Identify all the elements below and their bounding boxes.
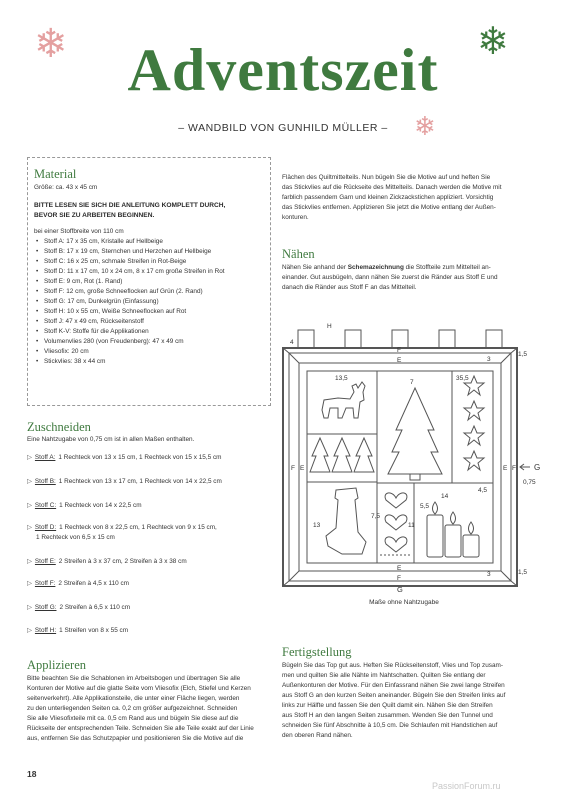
- warning-line-2: BEVOR SIE ZU ARBEITEN BEGINNEN.: [34, 211, 155, 219]
- snowflake-pink-left-icon: ❄: [34, 22, 68, 66]
- big-tree: [388, 388, 442, 474]
- zuschneiden-heading: Zuschneiden: [27, 420, 91, 434]
- material-intro: bei einer Stoffbreite von 110 cm: [34, 227, 124, 235]
- arrow-icon: ▷: [27, 604, 32, 611]
- dim-15-bottom: 1,5: [518, 569, 528, 576]
- dim-3-bottom: 3: [487, 571, 491, 578]
- cut-row-b: ▷ Stoff B: 1 Rechteck von 13 x 17 cm, 1 Rechteck von 14 x 22,5 cm: [27, 478, 222, 485]
- subtitle: – WANDBILD VON GUNHILD MÜLLER –: [178, 122, 388, 134]
- material-list: [36, 237, 266, 367]
- dim-135: 13,5: [335, 375, 348, 382]
- border-g: [283, 348, 517, 586]
- list-item: • Volumenvlies 280 (von Freudenberg): 47 x 49 cm: [36, 337, 266, 347]
- list-item: • Stoff E: 9 cm, Rot (1. Rand): [36, 277, 266, 287]
- label-h: H: [327, 323, 332, 330]
- applizieren-heading: Applizieren: [27, 658, 87, 672]
- applizieren-text: Bitte beachten Sie die Schablonen im Arbeitsbogen und übertragen Sie alle Konturen der Motive auf die glatte Seite vom Vliesofix (Elch, Stiefel und Kerzen seitenverkehrt). Alle Applikationsteile, die unter einer Fläche liegen, werden zu den unterliegenden Seiten ca. 0,2 cm größer aufgezeichnet. Schneiden Sie alle Vliesofixteile mit ca. 0,5 cm Rand aus und bügeln Sie diese auf die Rückseite der entsprechenden Teile. Schneiden Sie alle Teile exakt auf der Linie aus, entfernen Sie das Schutzpapier und positionieren Sie die Motive auf die: [27, 674, 254, 742]
- cut-row-g: ▷ Stoff G: 2 Streifen à 6,5 x 110 cm: [27, 604, 131, 611]
- cut-row-d: ▷ Stoff D: 1 Rechteck von 8 x 22,5 cm, 1 Rechteck von 9 x 15 cm, 1 Rechteck von 6,5 x 15 cm: [27, 524, 217, 541]
- dim-14: 14: [441, 493, 449, 500]
- list-item: • Stoff D: 11 x 17 cm, 10 x 24 cm, 8 x 17 cm große Streifen in Rot: [36, 267, 266, 277]
- material-heading: Material: [34, 167, 77, 181]
- hanging-tab: [439, 330, 455, 348]
- label-e-bottom: E: [397, 565, 402, 572]
- cut-row-a: ▷ Stoff A: 1 Rechteck von 13 x 15 cm, 1 Rechteck von 15 x 15,5 cm: [27, 454, 222, 461]
- list-item: • Stickvlies: 38 x 44 cm: [36, 357, 266, 367]
- dim-7-top: 7: [410, 379, 414, 386]
- list-item: • Stoff H: 10 x 55 cm, Weiße Schneeflocken auf Rot: [36, 307, 266, 317]
- zuschneiden-intro: Eine Nahtzugabe von 0,75 cm ist in allen Maßen enthalten.: [27, 435, 195, 443]
- heart: [385, 537, 407, 552]
- list-item: • Stoff C: 16 x 25 cm, schmale Streifen in Rot-Beige: [36, 257, 266, 267]
- dim-55: 5,5: [420, 503, 430, 510]
- hanging-tab: [486, 330, 502, 348]
- list-item: • Stoff B: 17 x 19 cm, Sternchen und Herzchen auf Hellbeige: [36, 247, 266, 257]
- center-panel: [307, 371, 493, 563]
- dim-13: 13: [313, 522, 321, 529]
- continuation-text: Flächen des Quiltmittelteils. Nun bügeln Sie die Motive auf und heften Sie das Stickvlies auf die Rückseite des Mittelteils. Danach werden die Motive mit farblich passendem Garn und kleinen Zickzackstichen appliziert. Vorsichtig das Stickvlies entfernen. Applizieren Sie jetzt die Motive entlang der Außen- konturen.: [282, 174, 502, 221]
- hanging-tab: [298, 330, 314, 348]
- material-section: [34, 168, 266, 367]
- cut-row-h: ▷ Stoff H: 1 Streifen von 8 x 55 cm: [27, 627, 129, 634]
- applizieren-section: [27, 659, 277, 744]
- small-tree: [354, 438, 374, 472]
- dim-3-top: 3: [487, 356, 491, 363]
- list-item: • Stoff F: 12 cm, große Schneeflocken auf Grün (2. Rand): [36, 287, 266, 297]
- arrow-icon: ▷: [27, 580, 32, 587]
- star-column: [464, 376, 484, 470]
- label-g: G: [534, 463, 541, 472]
- warning-line-1: BITTE LESEN SIE SICH DIE ANLEITUNG KOMPLETT DURCH,: [34, 201, 226, 209]
- diagram-caption: Maße ohne Nahtzugabe: [369, 599, 439, 606]
- list-item: • Stoff J: 47 x 49 cm, Rückseitenstoff: [36, 317, 266, 327]
- candle: [445, 525, 461, 557]
- label-g-bottom: G: [397, 585, 403, 594]
- list-item: • Stoff A: 17 x 35 cm, Kristalle auf Hellbeige: [36, 237, 266, 247]
- small-tree: [332, 438, 352, 472]
- hanging-tab: [392, 330, 408, 348]
- naehen-heading: Nähen: [282, 247, 315, 261]
- arrow-icon: ▷: [27, 524, 32, 531]
- list-item: • Stoff K-V: Stoffe für die Applikationen: [36, 327, 266, 337]
- cut-row-c: ▷ Stoff C: 1 Rechteck von 14 x 22,5 cm: [27, 502, 142, 509]
- snowflake-green-right-icon: ❄: [477, 21, 509, 63]
- dim-45: 4,5: [478, 487, 488, 494]
- watermark: PassionForum.ru: [432, 781, 501, 791]
- list-item: • Stoff G: 17 cm, Dunkelgrün (Einfassung): [36, 297, 266, 307]
- page-title: Adventszeit: [127, 37, 439, 103]
- snowflake-pink-small-icon: ❄: [414, 111, 436, 141]
- material-size: Größe: ca. 43 x 45 cm: [34, 183, 98, 191]
- border-f: [289, 353, 511, 581]
- arrow-icon: ▷: [27, 502, 32, 509]
- dim-15-top: 1,5: [518, 351, 528, 358]
- naehen-section: [282, 248, 544, 293]
- cut-row-e: ▷ Stoff E: 2 Streifen à 3 x 37 cm, 2 Streifen à 3 x 38 cm: [27, 558, 187, 565]
- label-e-left: E: [300, 465, 305, 472]
- list-item: • Vliesofix: 20 cm: [36, 347, 266, 357]
- arrow-icon: ▷: [27, 558, 32, 565]
- candle: [463, 535, 479, 557]
- fertigstellung-heading: Fertigstellung: [282, 645, 352, 659]
- label-f-left: F: [291, 465, 295, 472]
- arrow-icon: ▷: [27, 478, 32, 485]
- zuschneiden-section: [27, 421, 277, 445]
- label-e-right: E: [503, 465, 508, 472]
- heart: [385, 493, 407, 508]
- dim-11: 11: [408, 522, 415, 529]
- page-number: 18: [27, 769, 37, 779]
- label-f-bottom: F: [397, 575, 401, 582]
- hanging-tab: [345, 330, 361, 348]
- dim-355: 35,5: [456, 375, 469, 382]
- small-tree: [310, 438, 330, 472]
- label-e-top: E: [397, 357, 402, 364]
- schema-diagram: [280, 322, 548, 612]
- label-f-top: F: [397, 347, 401, 354]
- moose-motif: [322, 382, 365, 418]
- arrow-icon: ▷: [27, 627, 32, 634]
- dim-4: 4: [290, 339, 294, 346]
- fertigstellung-section: [282, 646, 544, 741]
- naehen-text: Nähen Sie anhand der Schemazeichnung die Stoffteile zum Mittelteil an- einander. Gut ausbügeln, dann nähen Sie zuerst die Ränder aus Stoff E und danach die Ränder aus Stoff F an das Mittelteil.: [282, 263, 498, 291]
- cut-row-f: ▷ Stoff F: 2 Streifen à 4,5 x 110 cm: [27, 580, 129, 587]
- heart: [385, 515, 407, 530]
- stocking-motif: [326, 488, 366, 554]
- border-e: [299, 363, 501, 571]
- dim-75: 7,5: [371, 513, 381, 520]
- fertigstellung-text: Bügeln Sie das Top gut aus. Heften Sie Rückseitenstoff, Vlies und Top zusam- men und quilten Sie alle Nähte im Nahtschatten. Quilten Sie entlang der Außenkonturen der Motive. Für den Einfassrand nähen Sie zwei lange Streifen aus Stoff G an den kurzen Seiten aneinander. Bügeln Sie den Streifen links auf links zur Hälfte und fassen Sie den Quilt damit ein. Nähen Sie den Streifen aus Stoff H an den langen Seiten zusammen. Wenden Sie den Tunnel und schneiden Sie fünf Abschnitte à 10,5 cm. Die Schlaufen mit Handstichen auf den oberen Rand nähen.: [282, 661, 506, 739]
- candle: [427, 515, 443, 557]
- arrow-icon: ▷: [27, 454, 32, 461]
- label-f-right: F: [512, 465, 516, 472]
- dim-075: 0,75: [523, 479, 536, 486]
